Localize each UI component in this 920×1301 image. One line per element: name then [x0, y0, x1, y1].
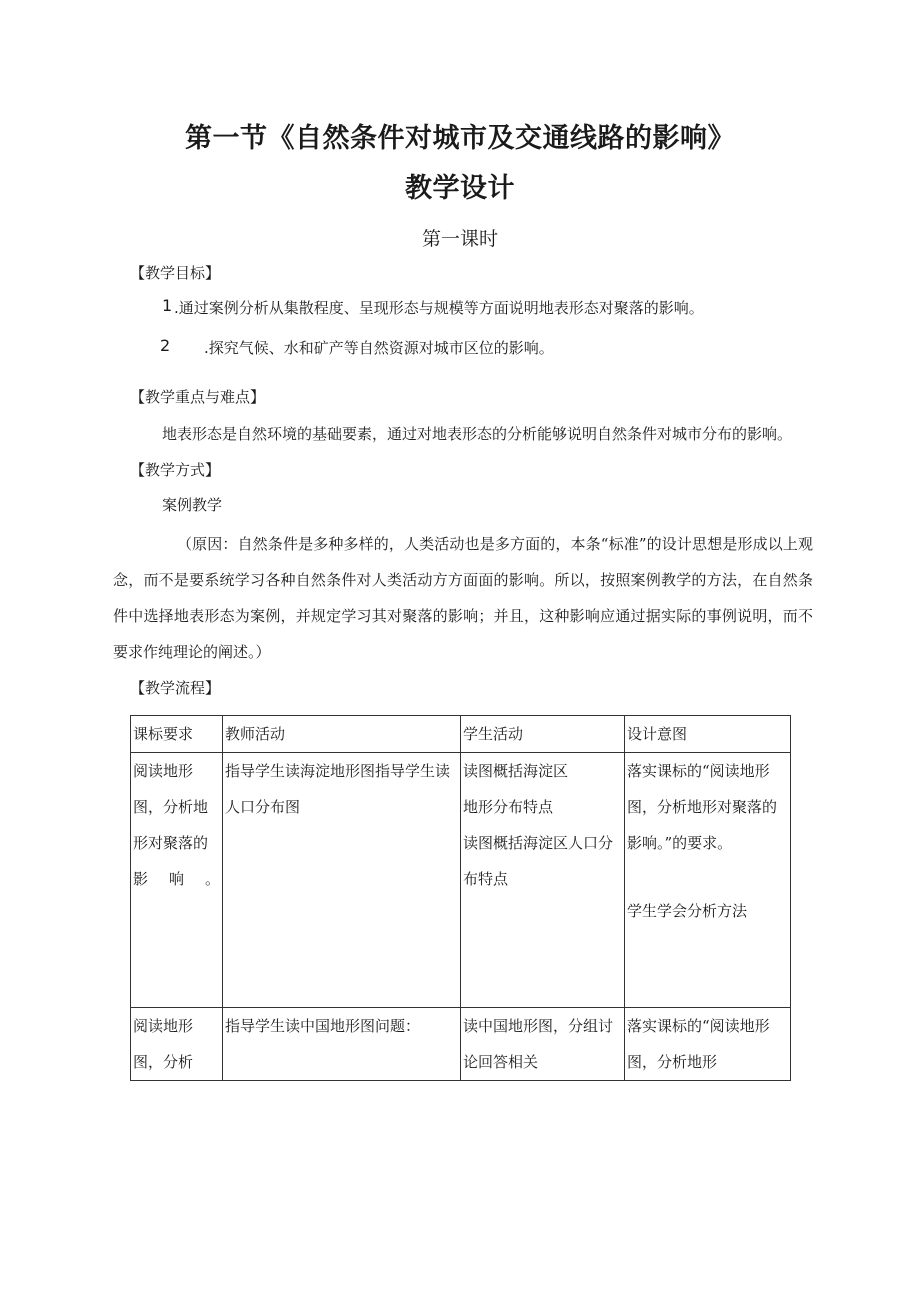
cell-teacher: 指导学生读中国地形图问题： — [223, 1008, 461, 1081]
table-header-row — [131, 716, 791, 753]
student-activity-line: 读中国地形图，分组讨论回答相关 — [463, 1017, 614, 1071]
cell-intent — [625, 753, 791, 1008]
column-header-teacher: 教师活动 — [223, 716, 461, 753]
objective-1-number: 1 — [162, 296, 173, 315]
intent-line: 落实课标的“阅读地形图，分析地形 — [627, 1017, 770, 1071]
objectives-heading: 【教学目标】 — [130, 264, 221, 282]
column-header-student: 学生活动 — [461, 716, 625, 753]
objective-1-text: .通过案例分析从集散程度、呈现形态与规模等方面说明地表形态对聚落的影响。 — [174, 299, 704, 317]
student-activity-line: 读图概括海淀区 — [463, 762, 569, 780]
cell-standard: 阅读地形图，分析地形对聚落的影响。 — [131, 753, 223, 1008]
student-activity-line: 读图概括海淀区人口分布特点 — [463, 834, 614, 888]
intent-line: 学生学会分析方法 — [627, 902, 748, 920]
method-heading: 【教学方式】 — [130, 461, 221, 479]
process-table — [130, 715, 791, 1081]
process-heading: 【教学流程】 — [130, 679, 221, 697]
table-row — [131, 1008, 791, 1081]
lesson-label: 第一课时 — [421, 228, 498, 250]
key-points-text: 地表形态是自然环境的基础要素，通过对地表形态的分析能够说明自然条件对城市分布的影响。 — [162, 425, 793, 443]
document-subtitle: 教学设计 — [405, 173, 515, 204]
cell-teacher: 指导学生读海淀地形图指导学生读人口分布图 — [223, 753, 461, 1008]
column-header-standard: 课标要求 — [131, 716, 223, 753]
cell-student — [461, 1008, 625, 1081]
objective-2-text: .探究气候、水和矿产等自然资源对城市区位的影响。 — [204, 339, 554, 357]
cell-standard: 阅读地形图，分析 — [131, 1008, 223, 1081]
column-header-intent: 设计意图 — [625, 716, 791, 753]
method-text: 案例教学 — [162, 496, 223, 514]
method-reason: （原因：自然条件是多种多样的，人类活动也是多方面的，本条“标准”的设计思想是形成以上观念，而不是要系统学习各种自然条件对人类活动方方面面的影响。所以，按照案例教学的方法，在自然条件中选择地表形态为案例，并规定学习其对聚落的影响；并且，这种影响应通过据实际的事例说明，而不要求作纯理论的阐述。） — [113, 535, 813, 661]
table-row — [131, 753, 791, 1008]
objective-2-number: 2 — [160, 336, 171, 355]
document-title: 第一节《自然条件对城市及交通线路的影响》 — [185, 123, 735, 154]
cell-intent — [625, 1008, 791, 1081]
key-points-heading: 【教学重点与难点】 — [130, 388, 266, 406]
student-activity-line: 地形分布特点 — [463, 798, 554, 816]
cell-student — [461, 753, 625, 1008]
intent-line: 落实课标的“阅读地形图，分析地形对聚落的影响。”的要求。 — [627, 762, 778, 852]
